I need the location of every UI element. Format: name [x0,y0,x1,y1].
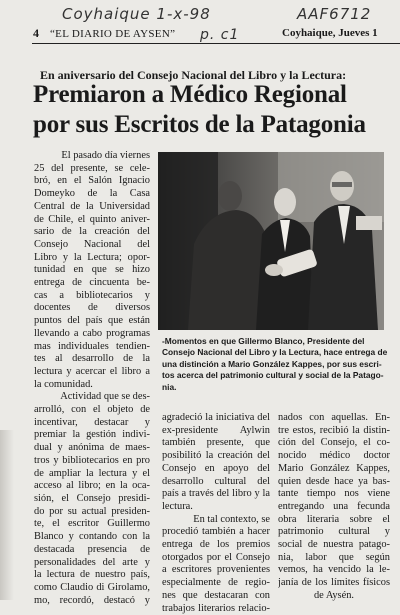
text-line: tante tiempo nos viene [278,488,390,500]
text-line: Libro y la Lectura; opor- [34,251,150,263]
text-line: lectura y acercar el libro a [34,365,150,377]
text-line: puntos del país que están [34,315,150,327]
text-line: sión, el Consejo presidi- [34,492,150,504]
award-ceremony-photo [158,152,384,330]
text-line: nados con aquellas. En- [278,412,390,423]
handwritten-page-mark: p. c1 [200,27,240,43]
text-line: nia, labor que según [278,551,390,563]
text-line: la lectura de nuestro país, [34,569,150,581]
text-line: lectura. [162,500,193,512]
page-number: 4 [33,26,39,40]
text-line: posibilitó la creación del [162,450,270,462]
text-line: procedió también a hacer [162,526,270,538]
text-line: 25 del presente, se cele- [34,162,150,174]
caption-line: -Momentos en que Gillermo Blanco, Presidente del [162,336,365,346]
caption-line: una distinción a Mario González Kappes, por sus escri- [162,358,382,369]
text-line: de Aysén. [313,589,355,601]
text-line: docentes de diversos [34,302,150,314]
text-line: ción del Consejo, el co- [278,437,390,449]
text-line: Blanco y contando con la [34,531,150,543]
text-line: mo, recordó, destacó y [34,594,150,606]
text-line: patrimonio cultural y [278,526,390,538]
article-column-3 [278,412,390,603]
text-line: también presente, que [162,437,270,449]
text-line: otorgados por el Consejo [162,551,270,563]
text-line: El pasado día viernes [61,150,150,161]
text-line: do por su actual presiden- [34,505,150,517]
text-line: ex-presidente Aylwin [162,424,270,436]
paper-edge-shadow [0,430,14,600]
text-line: obra literaria sobre el [278,513,390,525]
text-line: de Chile, el quinto aniver- [34,213,150,225]
text-line: tunidad en que se hizo [34,264,150,276]
text-line: sario de la creación del [34,226,150,238]
text-line: personalidades del arte y [34,556,150,568]
text-line: mas individuales tendien- [34,340,150,352]
text-line: cas a bibliotecarios y [34,289,150,301]
article-kicker: En aniversario del Consejo Nacional del Libro y la Lectura: [40,68,347,82]
text-line: tes al desarrollo de la [34,353,150,365]
text-line: como Claudio di Girolamo, [34,581,150,593]
text-line: a escritores provenientes [162,564,270,576]
handwritten-archive-code: AAF6712 [297,5,372,23]
text-line: nocido médico doctor [278,450,390,462]
text-line: llevando a cabo programas [34,327,150,339]
handwritten-date: Coyhaique 1-x-98 [62,5,211,23]
text-line: entrega de cincuenta be- [34,277,150,289]
caption-line: Consejo Nacional del Libro y la Lectura, hace entrega de [162,347,388,358]
text-line: entregando una fecunda [278,500,390,512]
caption-line: tos acerca del patrimonio cultural y social de la Patago- [162,370,384,381]
place-date-line: Coyhaique, Jueves 1 [282,27,378,39]
text-line: dual y anónima de maes- [34,442,150,454]
text-line: quien desde hace ya bas- [278,475,390,487]
headline-line-1: Premiaron a Médico Regional [33,81,347,108]
text-line: de ampliar la lectura y el [34,467,150,479]
photo-caption [162,336,388,393]
text-line: bró, en el Salón Ignacio [34,175,150,187]
text-line: Mario González Kappes, [278,462,390,474]
text-line: tre estos, recibió la distin- [278,424,390,436]
text-line: arrolló, con el objeto de [34,404,150,416]
text-line: desarrollo cultural del [162,475,270,487]
text-line: te, el escritor Guillermo [34,518,150,530]
text-line: nes que destacaran con [162,589,270,601]
text-line: En tal contexto, se [193,513,270,525]
article-column-2 [162,412,270,615]
headline-line-2: por sus Escritos de la Patagonia [33,111,366,138]
newspaper-name: “EL DIARIO DE AYSEN” [50,28,176,40]
text-line: Central de la Universidad [34,200,150,212]
header-rule [32,43,400,44]
text-line: janía de los límites físicos [278,577,390,589]
text-line: destacada presencia de [34,543,150,555]
text-line: Consejo en apoyo del [162,462,270,474]
text-line: agradeció la iniciativa del [162,412,270,423]
text-line: acceso al libro; en la oca- [34,480,150,492]
text-line: social de nuestra patago- [278,539,390,551]
article-headline [33,80,400,140]
text-line: incentivar, destacar y [34,416,150,428]
text-line: Consejo Nacional del [34,238,150,250]
text-line: premiar la gestión indivi- [34,429,150,441]
text-line: trabajos literarios relacio- [162,602,270,614]
article-photo [158,152,384,330]
article-column-1 [34,150,150,607]
text-line: Domeyko de la Casa [34,188,150,200]
text-line: la comunidad. [34,378,93,390]
text-line: Actividad que se des- [60,391,150,403]
text-line: entrega de los premios [162,539,270,551]
text-line: país a través del libro y la [162,488,270,500]
text-line: especialmente de regio- [162,577,270,589]
text-line: vemos, ha vencido la le- [278,564,390,576]
text-line: tros y bibliotecarios en pro [34,454,150,466]
caption-line: nia. [162,381,177,392]
